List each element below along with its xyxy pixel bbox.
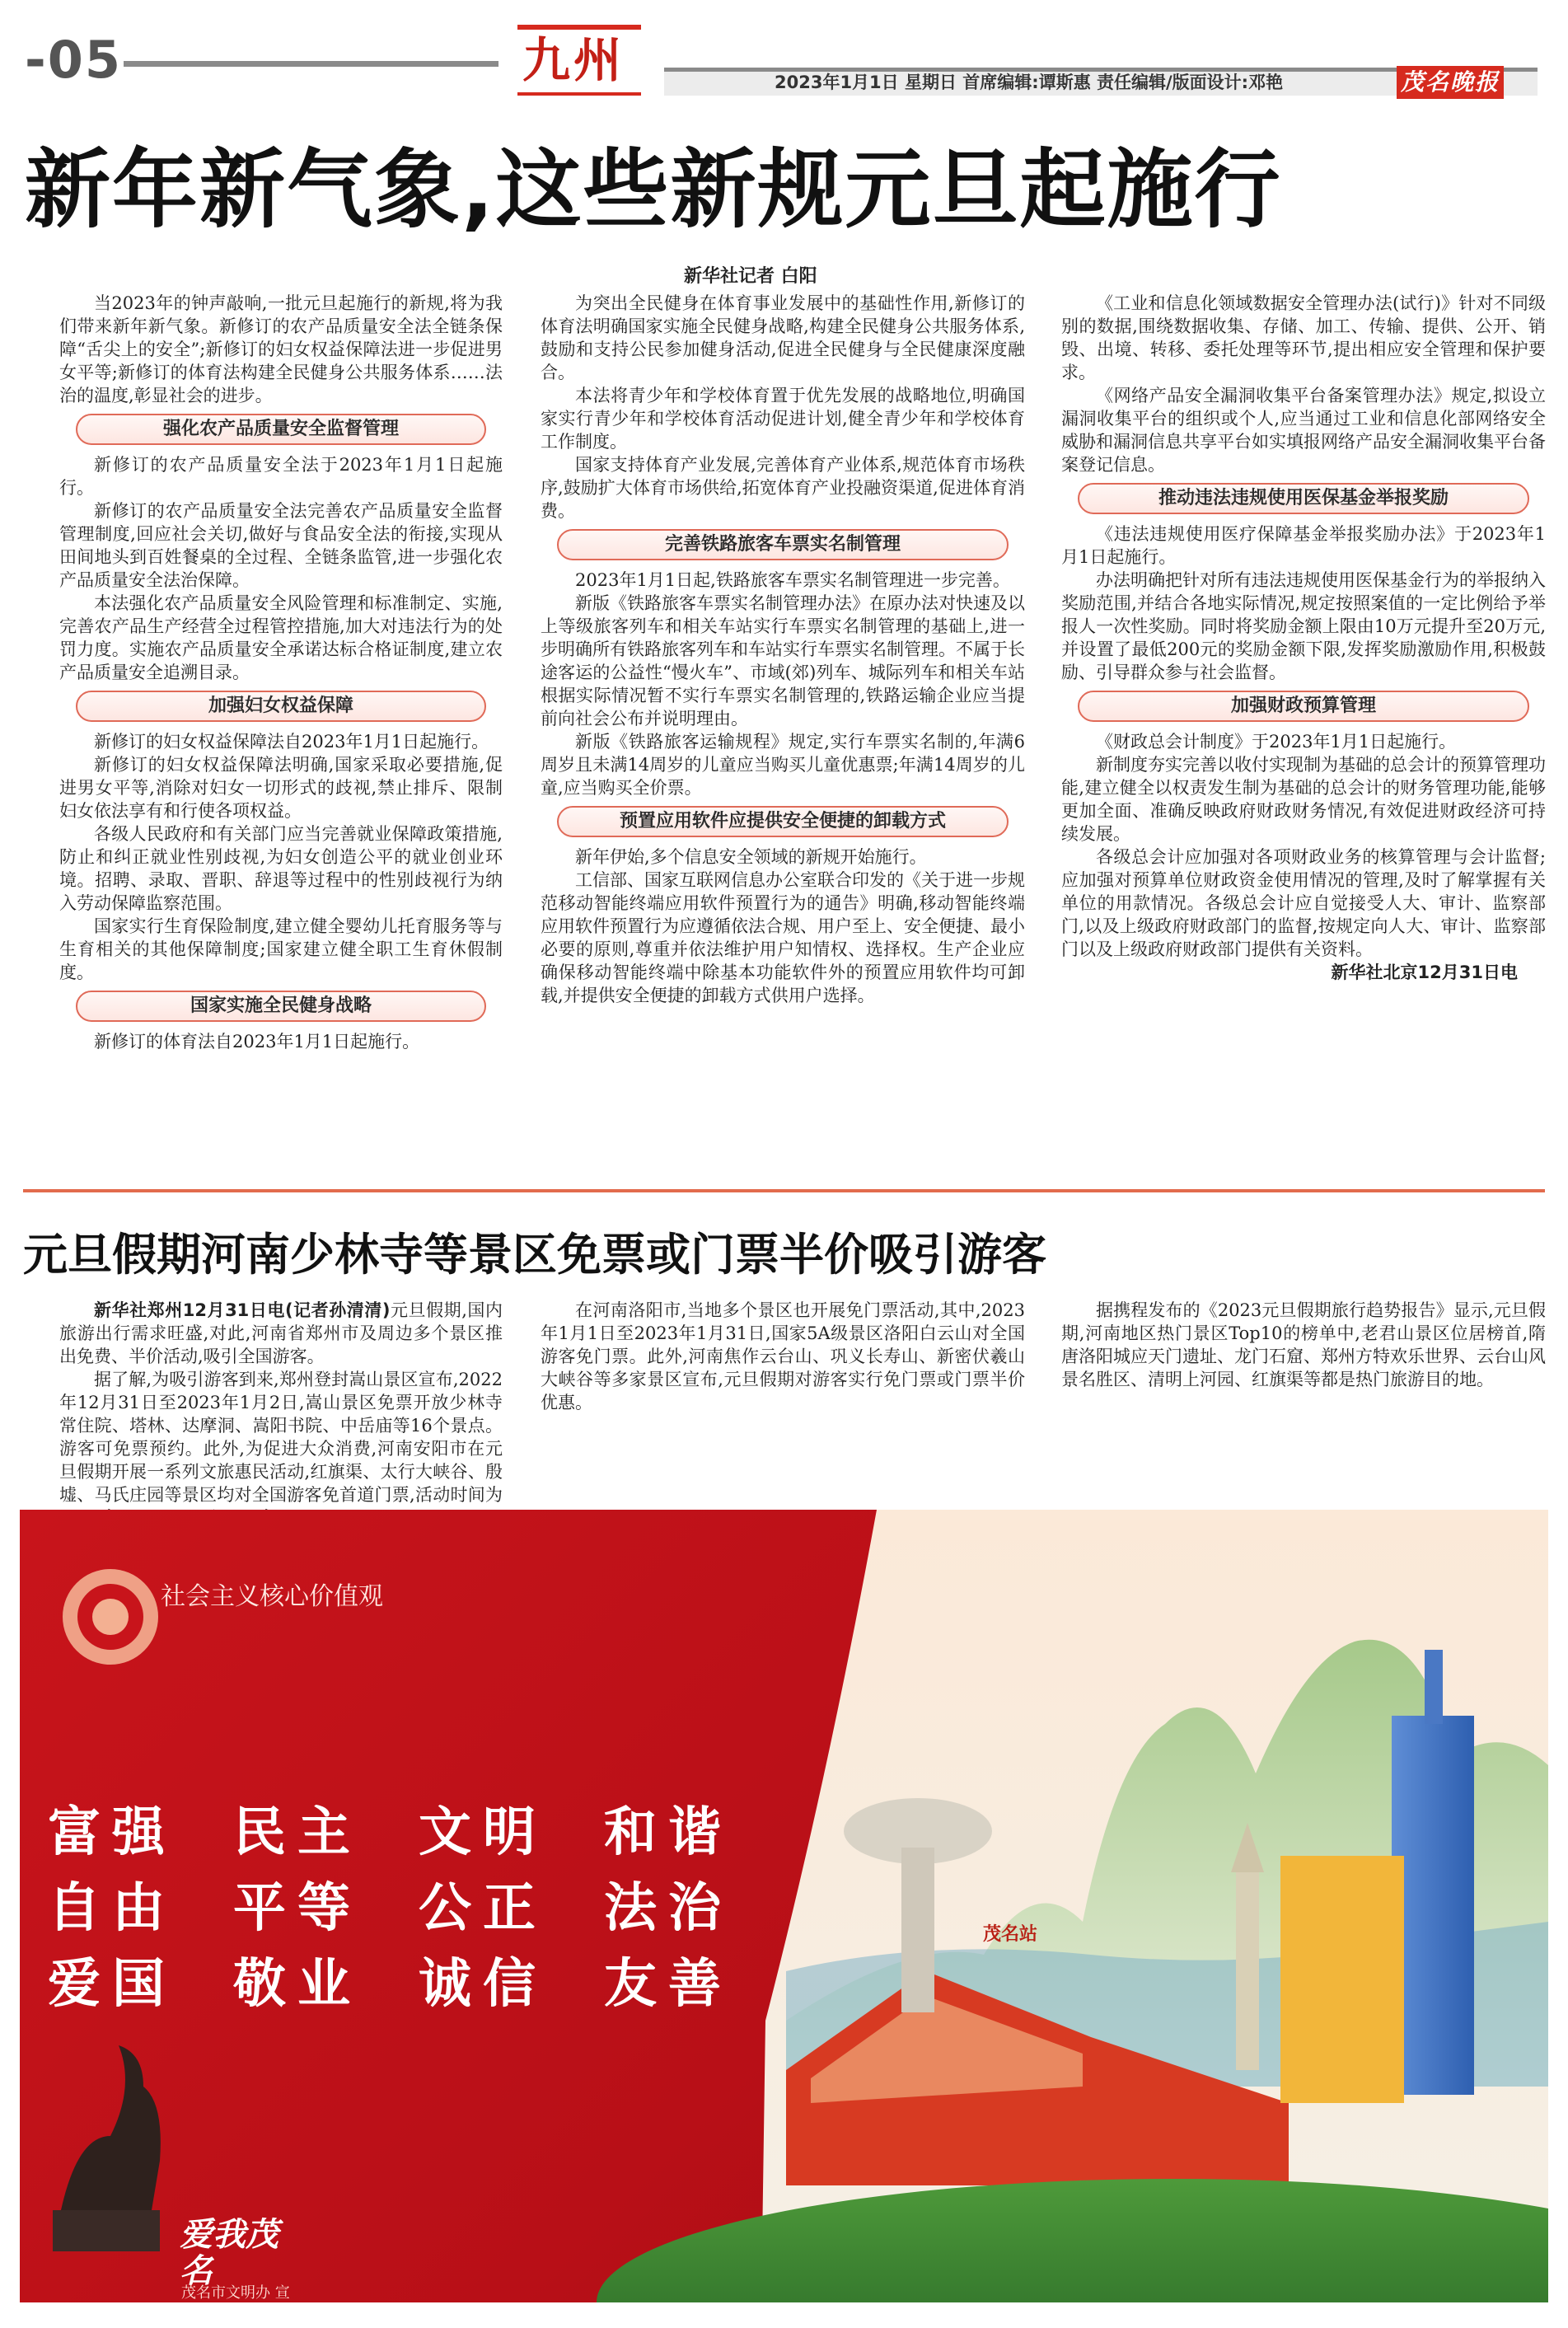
value-word: 自由 — [48, 1878, 176, 1939]
article2-column-3 — [1061, 1299, 1546, 1391]
paragraph: 新版《铁路旅客运输规程》规定,实行车票实名制的,年满6周岁且未满14周岁的儿童应当购买儿童优惠票;年满14周岁的儿童,应当购买全价票。 — [541, 732, 1025, 798]
article-column-3 — [1061, 292, 1546, 984]
value-word: 爱国 — [48, 1954, 176, 2015]
paragraph: 《财政总会计制度》于2023年1月1日起施行。 — [1096, 732, 1457, 752]
article2-lead: 新华社郑州12月31日电(记者孙清清) — [94, 1300, 391, 1320]
article-column-2 — [541, 292, 1025, 1007]
station-sign: 茂名站 — [983, 1924, 1038, 1945]
paragraph: 据了解,为吸引游客到来,郑州登封嵩山景区宣布,2022年12月31日至2023年1月2日,嵩山景区免票开放少林寺常住院、塔林、达摩洞、嵩阳书院、中岳庙等16个景点。游客可免票预约。此外,为促进大众消费,河南安阳市在元旦假期开展一系列文旅惠民活动,红旗渠、太行大峡谷、殷墟、马氏庄园等景区均对全国游客免首道门票,活动时间为 — [59, 1370, 503, 1505]
poster-caption: 社会主义核心价值观 — [161, 1582, 383, 1611]
value-word: 友善 — [604, 1954, 733, 2015]
article2-column-1 — [59, 1299, 503, 1529]
paragraph: 据携程发布的《2023元旦假期旅行趋势报告》显示,元旦假期,河南地区热门景区Top10的榜单中,老君山景区位居榜首,隋唐洛阳城应天门遗址、龙门石窟、郑州方特欢乐世界、云台山风景名胜区、清明上河园、红旗渠等都是热门旅游目的地。 — [1061, 1300, 1546, 1389]
statue-pedestal — [53, 2210, 160, 2251]
section-divider — [23, 1189, 1545, 1192]
paragraph: 国家实行生育保险制度,建立健全婴幼儿托育服务等与生育相关的其他保障制度;国家建立健全职工生育休假制度。 — [59, 916, 503, 982]
value-word: 法治 — [604, 1878, 733, 1939]
subheading: 强化农产品质量安全监督管理 — [76, 414, 486, 445]
section-name: 九州 — [522, 32, 625, 88]
value-word: 和谐 — [604, 1802, 733, 1863]
subheading: 预置应用软件应提供安全便捷的卸载方式 — [557, 806, 1009, 837]
paragraph: 《网络产品安全漏洞收集平台备案管理办法》规定,拟设立漏洞收集平台的组织或个人,应当通过工业和信息化部网络安全威胁和漏洞信息共享平台如实填报网络产品安全漏洞收集平台备案登记信息。 — [1061, 386, 1546, 475]
article-signoff: 新华社北京12月31日电 — [1331, 963, 1518, 982]
paragraph: 新制度夯实完善以收付实现制为基础的总会计的预算管理功能,建立健全以权责发生制为基础的总会计的财务管理功能,能够更加全面、准确反映政府财政财务情况,有效促进财政经济可持续发展。 — [1061, 755, 1546, 844]
values-row — [48, 1946, 789, 2022]
paragraph: 新修订的农产品质量安全法于2023年1月1日起施行。 — [59, 455, 503, 498]
values-row — [48, 1795, 789, 1871]
subheading: 加强财政预算管理 — [1078, 691, 1529, 722]
values-row — [48, 1871, 789, 1946]
paragraph: 各级人民政府和有关部门应当完善就业保障政策措施,防止和纠正就业性别歧视,为妇女创造公平的就业创业环境。招聘、录取、晋职、辞退等过程中的性别歧视行为纳入劳动保障监察范围。 — [59, 824, 503, 913]
paragraph: 新修订的妇女权益保障法自2023年1月1日起施行。 — [94, 732, 489, 752]
lawn — [597, 2179, 1548, 2302]
paragraph: 新年伊始,多个信息安全领域的新规开始施行。 — [575, 847, 927, 867]
article-intro: 当2023年的钟声敲响,一批元旦起施行的新规,将为我们带来新年新气象。新修订的农产品质量安全法全链条保障“舌尖上的安全”;新修订的妇女权益保障法进一步促进男女平等;新修订的体育法构建全民健身公共服务体系……法治的温度,彰显社会的进步。 — [59, 293, 503, 405]
article-headline: 新年新气象,这些新规元旦起施行 — [25, 139, 1282, 240]
paragraph: 新修订的农产品质量安全法完善农产品质量安全监督管理制度,回应社会关切,做好与食品安全法的衔接,实现从田间地头到百姓餐桌的全过程、全链条监管,进一步强化农产品质量安全法治保障。 — [59, 501, 503, 590]
page-number: -05 — [25, 30, 123, 90]
value-word: 富强 — [48, 1802, 176, 1863]
paragraph: 本法强化农产品质量安全风险管理和标准制定、实施,完善农产品生产经营全过程管控措施,加大对违法行为的处罚力度。实施农产品质量安全承诺达标合格证制度,建立农产品质量安全追溯目录。 — [59, 593, 503, 682]
value-word: 民主 — [233, 1802, 362, 1863]
subheading: 推动违法违规使用医保基金举报奖励 — [1078, 483, 1529, 514]
poster-slogan: 爱我茂名 — [180, 2215, 278, 2290]
subheading: 国家实施全民健身战略 — [76, 991, 486, 1022]
header-rule-left — [124, 61, 498, 67]
paragraph: 新修订的妇女权益保障法明确,国家采取必要措施,促进男女平等,消除对妇女一切形式的歧视,禁止排斥、限制妇女依法享有和行使各项权益。 — [59, 755, 503, 821]
paragraph: 新修订的体育法自2023年1月1日起施行。 — [94, 1032, 420, 1052]
subheading: 完善铁路旅客车票实名制管理 — [557, 529, 1009, 560]
subheading: 加强妇女权益保障 — [76, 691, 486, 722]
paragraph — [59, 1299, 503, 1368]
paragraph: 在河南洛阳市,当地多个景区也开展免门票活动,其中,2023年1月1日至2023年1月31日,国家5A级景区洛阳白云山对全国游客免门票。此外,河南焦作云台山、巩义长寿山、新密伏羲山大峡谷等多家景区宣布,元旦假期对游客实行免门票或门票半价优惠。 — [541, 1300, 1025, 1412]
paragraph: 新版《铁路旅客车票实名制管理办法》在原办法对快速及以上等级旅客列车和相关车站实行车票实名制管理的基础上,进一步明确所有铁路旅客列车和车站实行车票实名制管理。不属于长途客运的公益性“慢火车”、市域(郊)列车、城际列车和相关车站根据实际情况暂不实行车票实名制管理的,铁路运输企业应当提前向社会公布并说明理由。 — [541, 593, 1025, 728]
paragraph: 各级总会计应加强对各项财政业务的核算管理与会计监督;应加强对预算单位财政资金使用情况的管理,及时了解掌握有关单位的用款情况。各级总会计应自觉接受人大、审计、监察部门,以及上级政府财政部门的监督,按规定向人大、审计、监察部门以及上级政府财政部门提供有关资料。 — [1061, 847, 1546, 959]
article2-headline: 元旦假期河南少林寺等景区免票或门票半价吸引游客 — [23, 1229, 1046, 1281]
paragraph: 工信部、国家互联网信息办公室联合印发的《关于进一步规范移动智能终端应用软件预置行为的通告》明确,移动智能终端应用软件预置行为应遵循依法合规、用户至上、安全便捷、最小必要的原则,尊重并依法维护用户知情权、选择权。生产企业应确保移动智能终端中除基本功能软件外的预置应用软件均可卸载,并提供安全便捷的卸载方式供用户选择。 — [541, 870, 1025, 1005]
yellow-building — [1280, 1856, 1404, 2103]
article-byline: 新华社记者 白阳 — [684, 266, 817, 287]
paragraph: 办法明确把针对所有违法违规使用医保基金行为的举报纳入奖励范围,并结合各地实际情况,规定按照案值的一定比例给予举报人一次性奖励。同时将奖励金额上限由10万元提升至20万元,并设置了最低200元的奖励金额下限,发挥奖励激励作用,积极鼓励、引导群众参与社会监督。 — [1061, 570, 1546, 682]
poster-credit: 茂名市文明办 宣 — [181, 2284, 290, 2302]
paragraph: 为突出全民健身在体育事业发展中的基础性作用,新修订的体育法明确国家实施全民健身战略,构建全民健身公共服务体系,鼓励和支持公民参加健身活动,促进全民健身与全民健康深度融合。 — [541, 293, 1025, 382]
pagoda — [1236, 1872, 1259, 2070]
value-word: 敬业 — [233, 1954, 362, 2015]
value-word: 文明 — [419, 1802, 547, 1863]
article2-p1: 元旦假期,国内旅游出行需求旺盛,对此,河南省郑州市及周边多个景区推出免费、半价活动,吸引全国游客。 — [59, 1300, 503, 1366]
paragraph: 国家支持体育产业发展,完善体育产业体系,规范体育市场秩序,鼓励扩大体育市场供给,拓宽体育产业投融资渠道,促进体育消费。 — [541, 455, 1025, 521]
paragraph: 《工业和信息化领域数据安全管理办法(试行)》针对不同级别的数据,围绕数据收集、存储、加工、传输、提供、公开、销毁、出境、转移、委托处理等环节,提出相应安全管理和保护要求。 — [1061, 293, 1546, 382]
paragraph: 《违法违规使用医疗保障基金举报奖励办法》于2023年1月1日起施行。 — [1061, 524, 1546, 567]
dateline: 2023年1月1日 星期日 首席编辑:谭斯惠 责任编辑/版面设计:邓艳 — [775, 73, 1284, 92]
paragraph: 本法将青少年和学校体育置于优先发展的战略地位,明确国家实行青少年和学校体育活动促进计划,健全青少年和学校体育工作制度。 — [541, 386, 1025, 452]
value-word: 诚信 — [419, 1954, 547, 2015]
masthead-logo: 茂名晚报 — [1397, 66, 1504, 99]
core-values-grid — [48, 1795, 789, 2022]
horse-statue-icon — [61, 2045, 161, 2210]
value-word: 平等 — [233, 1878, 362, 1939]
value-word: 公正 — [419, 1878, 547, 1939]
paragraph: 2023年1月1日起,铁路旅客车票实名制管理进一步完善。 — [575, 570, 1010, 590]
article2-column-2 — [541, 1299, 1025, 1414]
article-column-1 — [59, 292, 503, 1053]
